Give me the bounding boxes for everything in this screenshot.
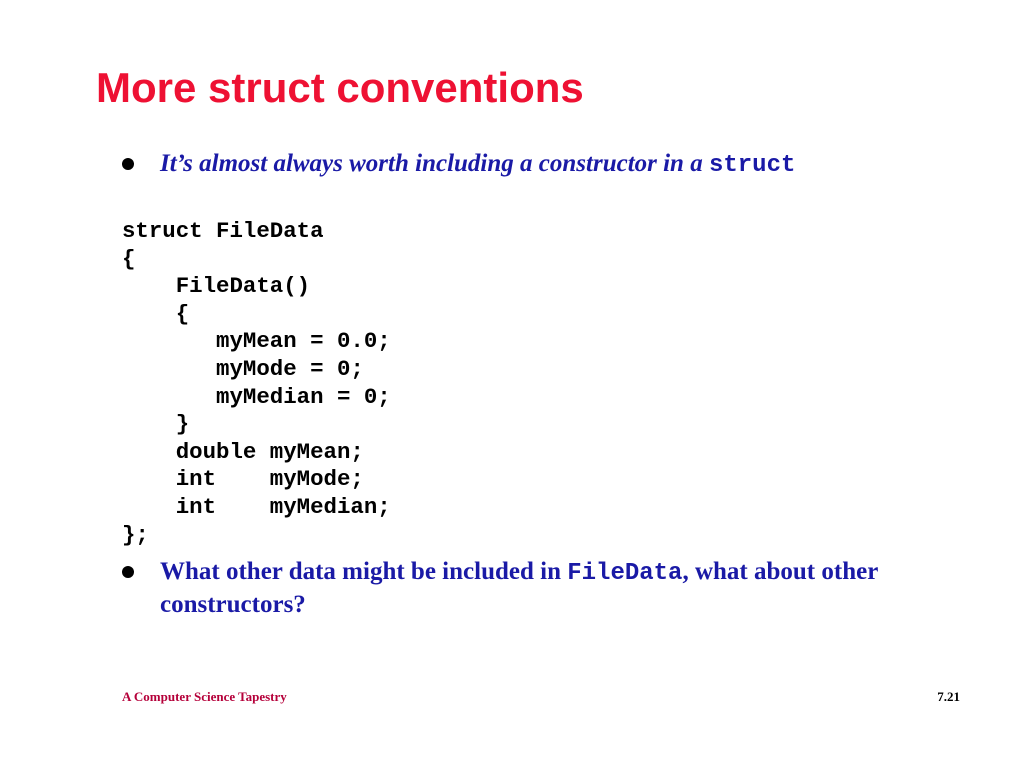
code-line: } (122, 411, 190, 438)
code-line: struct FileData (122, 218, 324, 244)
code-line: { (122, 300, 190, 327)
code-line: myMode = 0; (122, 355, 364, 382)
bullet-item-constructor (122, 148, 962, 181)
bullet-item-other-data (122, 556, 962, 620)
bullet-code-identifier: FileData (567, 560, 683, 587)
code-line: double myMean; (122, 438, 364, 465)
code-line: myMedian = 0; (122, 383, 391, 410)
bullet-code-keyword: struct (708, 152, 796, 179)
bullet-text (160, 556, 962, 620)
code-block (122, 218, 391, 549)
bullet-dot-icon (122, 566, 134, 578)
code-line: int myMode; (122, 466, 364, 493)
slide-title: More struct conventions (96, 64, 584, 111)
code-line: int myMedian; (122, 493, 391, 520)
bullet-text-before: What other data might be included in (160, 558, 568, 585)
code-line: { (122, 245, 136, 272)
bullet-text-after: , what about other constructors? (160, 558, 878, 618)
bullet-text-before: It’s almost always worth including a constructor in a (160, 150, 709, 177)
bullet-text (160, 148, 962, 181)
code-line: FileData() (122, 273, 311, 300)
code-line: myMean = 0.0; (122, 328, 391, 355)
footer-page-number: 7.21 (937, 689, 960, 704)
footer-book-title: A Computer Science Tapestry (122, 689, 287, 704)
bullet-dot-icon (122, 158, 134, 170)
code-line: }; (122, 521, 149, 548)
